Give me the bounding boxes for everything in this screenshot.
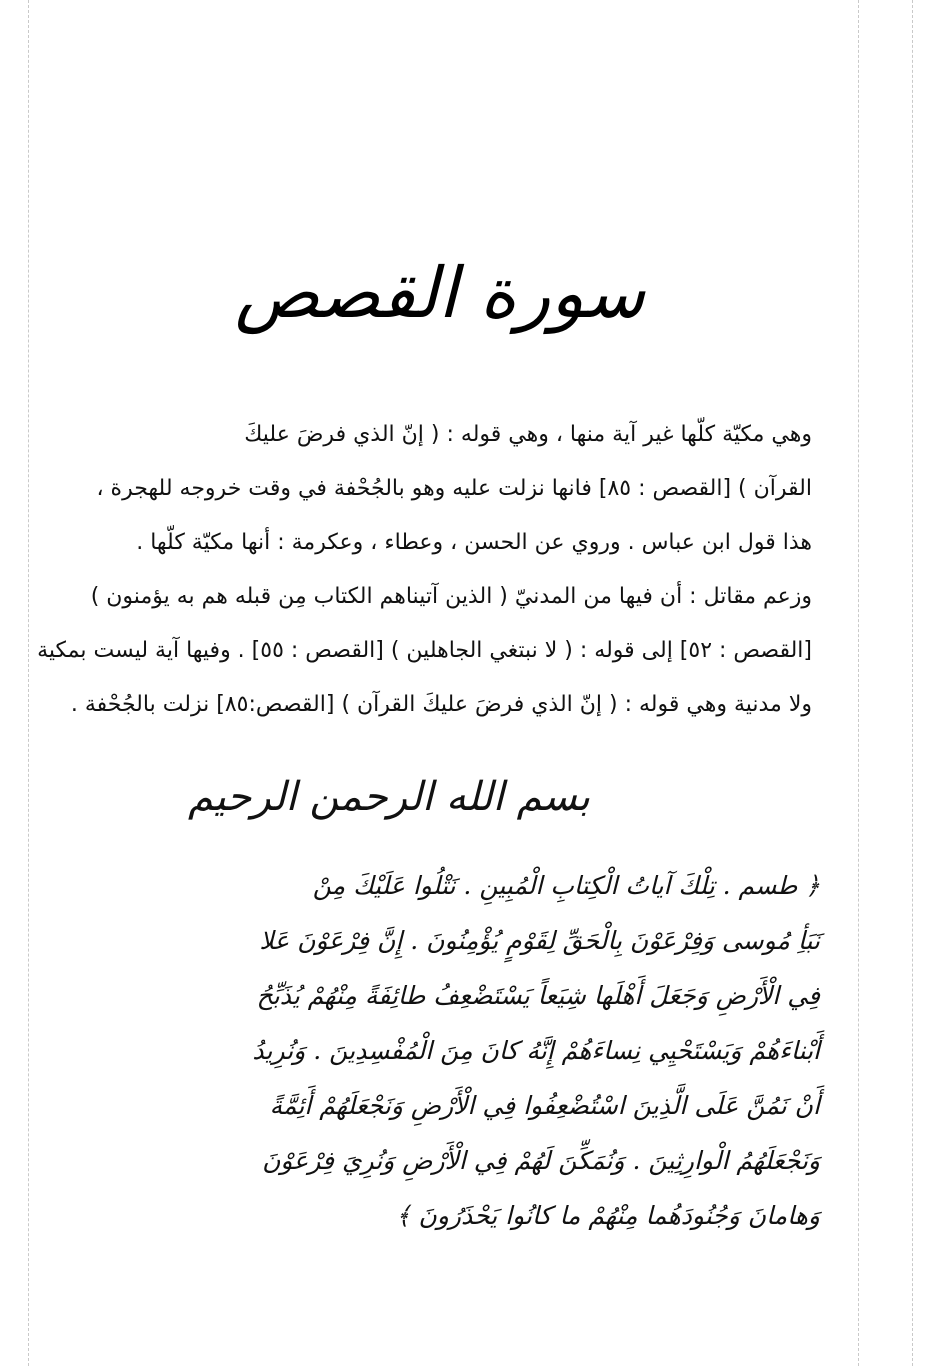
verse-line: أَبْناءَهُمْ وَيَسْتَحْيِي نِساءَهُمْ إِنَّهُ كانَ مِنَ الْمُفْسِدِينَ . وَنُرِيدُ — [252, 1036, 820, 1065]
intro-line: وزعم مقاتل : أن فيها من المدنيّ ( الذين آتيناهم الكتاب مِن قبله هم به يؤمنون ) — [90, 584, 812, 609]
intro-line: [القصص : ٥٢] إلى قوله : ( لا نبتغي الجاهلين ) [القصص : ٥٥] . وفيها آية ليست بمكية — [37, 638, 812, 663]
surah-introduction — [37, 408, 812, 732]
verse-line: وَنَجْعَلَهُمُ الْوارِثِينَ . وَنُمَكِّنَ لَهُمْ فِي الْأَرْضِ وَنُرِيَ فِرْعَوْنَ — [262, 1146, 820, 1175]
page-guide-line-right — [858, 0, 859, 1366]
surah-title: سورة القصص — [234, 252, 646, 334]
verse-line: وَهامانَ وَجُنُودَهُما مِنْهُمْ ما كانُوا يَحْذَرُونَ ﴾ — [395, 1201, 820, 1230]
intro-line: هذا قول ابن عباس . وروي عن الحسن ، وعطاء ، وعكرمة : أنها مكيّة كلّها . — [136, 530, 812, 555]
page-guide-line-left — [28, 0, 29, 1366]
verse-line: أَنْ نَمُنَّ عَلَى الَّذِينَ اسْتُضْعِفُوا فِي الْأَرْضِ وَنَجْعَلَهُمْ أَئِمَّةً — [269, 1091, 820, 1120]
intro-line: القرآن ) [القصص : ٨٥] فانها نزلت عليه وهو بالجُحْفة في وقت خروجه للهجرة ، — [96, 476, 812, 501]
verse-line: نَبَأِ مُوسى وَفِرْعَوْنَ بِالْحَقِّ لِقَوْمٍ يُؤْمِنُونَ . إِنَّ فِرْعَوْنَ عَلا — [259, 926, 820, 955]
verse-line: فِي الْأَرْضِ وَجَعَلَ أَهْلَها شِيَعاً يَسْتَضْعِفُ طائِفَةً مِنْهُمْ يُذَبِّحُ — [256, 981, 820, 1010]
intro-line: وهي مكيّة كلّها غير آية منها ، وهي قوله : ( إنّ الذي فرضَ عليكَ — [244, 422, 812, 447]
quran-verses — [95, 858, 820, 1243]
basmala-calligraphy: بسم الله الرحمن الرحيم — [187, 774, 590, 820]
page-guide-line-edge — [912, 0, 913, 1366]
verse-line: ﴿ طسم . تِلْكَ آياتُ الْكِتابِ الْمُبِينِ . نَتْلُوا عَلَيْكَ مِنْ — [312, 871, 820, 900]
intro-line: ولا مدنية وهي قوله : ( إنّ الذي فرضَ عليكَ القرآن ) [القصص:٨٥] نزلت بالجُحْفة . — [70, 692, 812, 717]
